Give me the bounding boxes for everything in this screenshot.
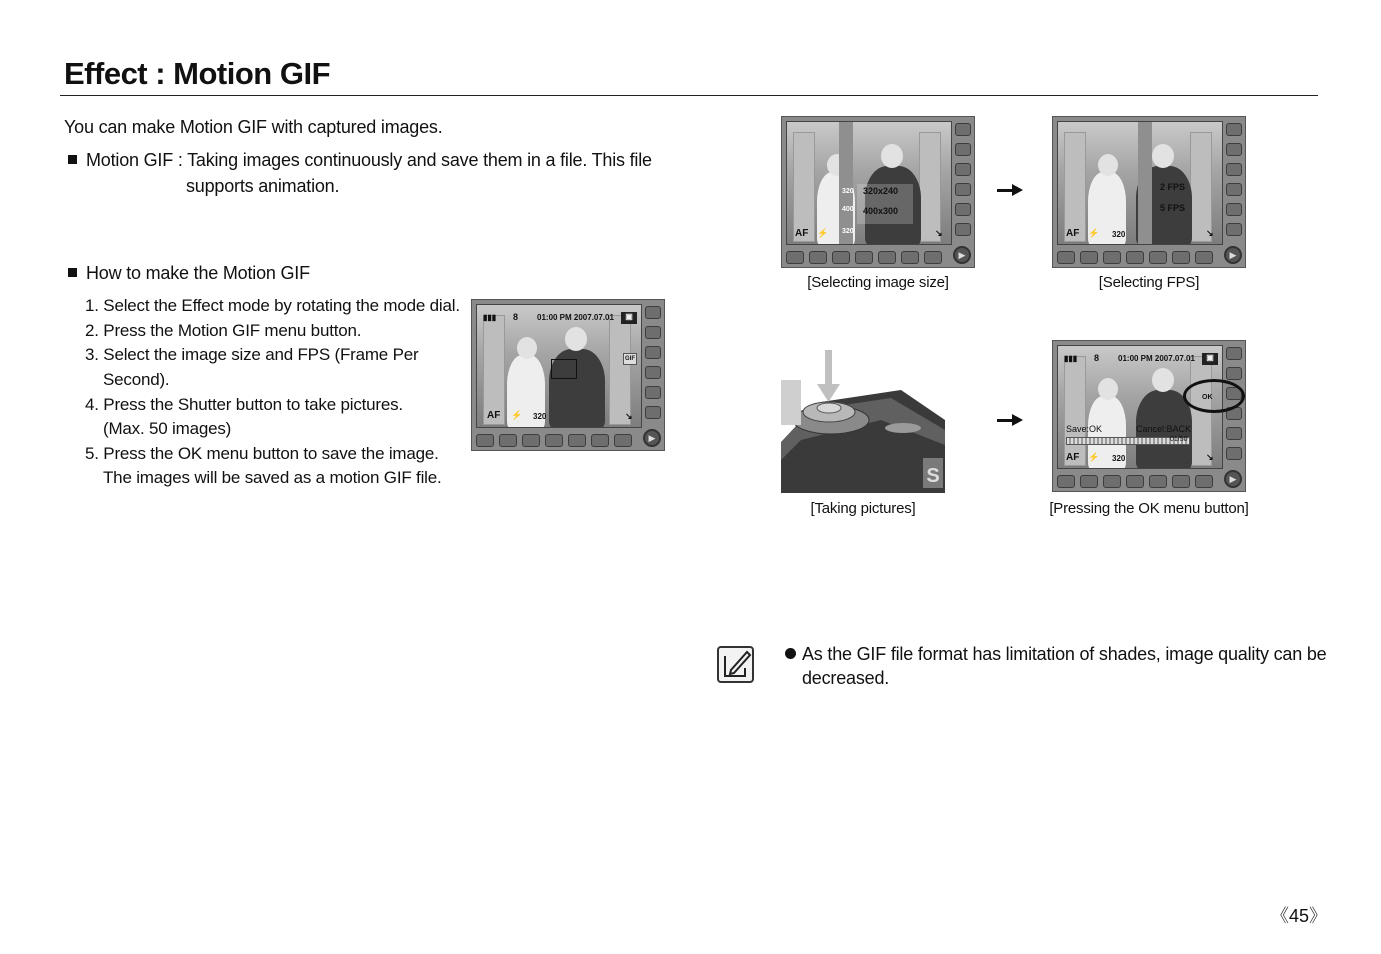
- camera-lcd-save-ok: [1052, 340, 1246, 492]
- note-line-2: decreased.: [802, 668, 890, 688]
- play-icon: ▶: [643, 429, 661, 447]
- shot-count: 8: [513, 312, 519, 322]
- caption-pressing-ok: [Pressing the OK menu button]: [1049, 500, 1249, 517]
- frame-counter: 01/50: [1170, 436, 1188, 443]
- square-bullet-icon: [68, 155, 77, 164]
- play-icon: ▶: [953, 246, 971, 264]
- lcd-datetime: 01:00 PM 2007.07.01: [1118, 354, 1195, 363]
- macro-icon: ↘: [1206, 228, 1214, 238]
- ok-menu-button: OK: [1202, 394, 1213, 401]
- af-indicator: AF: [1066, 228, 1080, 239]
- camera-lcd-motion-gif-menu: [471, 299, 665, 451]
- play-icon: ▶: [1224, 246, 1242, 264]
- lcd-screen: [476, 304, 642, 428]
- page-number: 《45》: [1270, 906, 1327, 926]
- battery-icon: ▮▮▮: [1064, 354, 1078, 363]
- lcd-datetime: 01:00 PM 2007.07.01: [537, 313, 614, 322]
- lcd-side-buttons: [955, 123, 971, 243]
- size-option-320-bottom: 320: [842, 228, 854, 235]
- flash-icon: ⚡: [1088, 228, 1100, 238]
- square-bullet-icon: [68, 268, 77, 277]
- note-line-1: As the GIF file format has limitation of shades, image quality can be: [802, 644, 1327, 664]
- definition-line-2: supports animation.: [186, 176, 340, 196]
- step-5-cont: The images will be saved as a motion GIF file.: [103, 468, 442, 487]
- af-indicator: AF: [487, 410, 501, 421]
- flash-icon: ⚡: [817, 228, 829, 238]
- svg-text:S: S: [926, 465, 940, 487]
- caption-taking-pictures: [Taking pictures]: [810, 500, 916, 517]
- note-text: [802, 642, 1326, 690]
- camera-lcd-image-size: [781, 116, 975, 268]
- arrow-right-icon: [997, 189, 1013, 192]
- step-5: 5. Press the OK menu button to save the image.: [85, 444, 439, 463]
- step-4: 4. Press the Shutter button to take pictures.: [85, 395, 403, 414]
- size-option-400x300: 400x300: [863, 206, 899, 216]
- step-3-cont: Second).: [103, 370, 170, 389]
- fps-option-5: 5 FPS: [1160, 203, 1186, 213]
- lcd-bottom-buttons: [1057, 475, 1213, 488]
- flash-icon: ⚡: [1088, 452, 1100, 462]
- focus-frame: [551, 359, 577, 379]
- caption-selecting-size: [Selecting image size]: [807, 274, 949, 291]
- play-icon: ▶: [1224, 470, 1242, 488]
- note-pencil-icon: [717, 646, 754, 683]
- title-divider: [60, 95, 1318, 96]
- cancel-hint: Cancel:BACK: [1136, 424, 1192, 434]
- definition-line-1: Motion GIF : Taking images continuously and save them in a file. This file: [68, 148, 652, 172]
- mode-icon: ▣: [1202, 353, 1218, 365]
- size-option-320: 320: [842, 188, 854, 195]
- macro-icon: ↘: [1206, 452, 1214, 462]
- macro-icon: ↘: [625, 411, 633, 421]
- af-indicator: AF: [795, 228, 809, 239]
- step-3: 3. Select the image size and FPS (Frame Per: [85, 345, 419, 364]
- mode-icon: ▣: [621, 312, 637, 324]
- lcd-bottom-buttons: [786, 251, 942, 264]
- battery-icon: ▮▮▮: [483, 313, 497, 322]
- macro-icon: ↘: [935, 228, 943, 238]
- lcd-bottom-buttons: [1057, 251, 1213, 264]
- image-size-indicator: 320: [1112, 454, 1126, 463]
- arrow-right-icon: [997, 419, 1013, 422]
- lcd-side-buttons: [645, 306, 661, 426]
- flash-icon: ⚡: [511, 410, 523, 420]
- intro-text: You can make Motion GIF with captured images.: [64, 117, 443, 137]
- gif-menu-icon: GIF: [623, 353, 637, 365]
- camera-shutter-illustration: [781, 350, 945, 493]
- image-size-indicator: 320: [1112, 230, 1126, 239]
- lcd-bottom-buttons: [476, 434, 632, 447]
- step-2: 2. Press the Motion GIF menu button.: [85, 321, 362, 340]
- round-bullet-icon: [785, 648, 796, 659]
- page-title: Effect : Motion GIF: [64, 56, 331, 91]
- size-option-320x240: 320x240: [863, 186, 899, 196]
- size-option-400: 400: [842, 206, 854, 213]
- caption-selecting-fps: [Selecting FPS]: [1098, 274, 1200, 291]
- fps-option-2: 2 FPS: [1160, 182, 1186, 192]
- camera-lcd-fps: [1052, 116, 1246, 268]
- ok-highlight-circle: [1183, 379, 1245, 413]
- save-hint: Save:OK: [1066, 424, 1103, 434]
- howto-heading: How to make the Motion GIF: [68, 261, 310, 285]
- af-indicator: AF: [1066, 452, 1080, 463]
- lcd-side-buttons: [1226, 123, 1242, 243]
- step-1: 1. Select the Effect mode by rotating the mode dial.: [85, 296, 460, 315]
- shot-count: 8: [1094, 353, 1100, 363]
- image-size-indicator: 320: [533, 412, 547, 421]
- step-4-cont: (Max. 50 images): [103, 419, 232, 438]
